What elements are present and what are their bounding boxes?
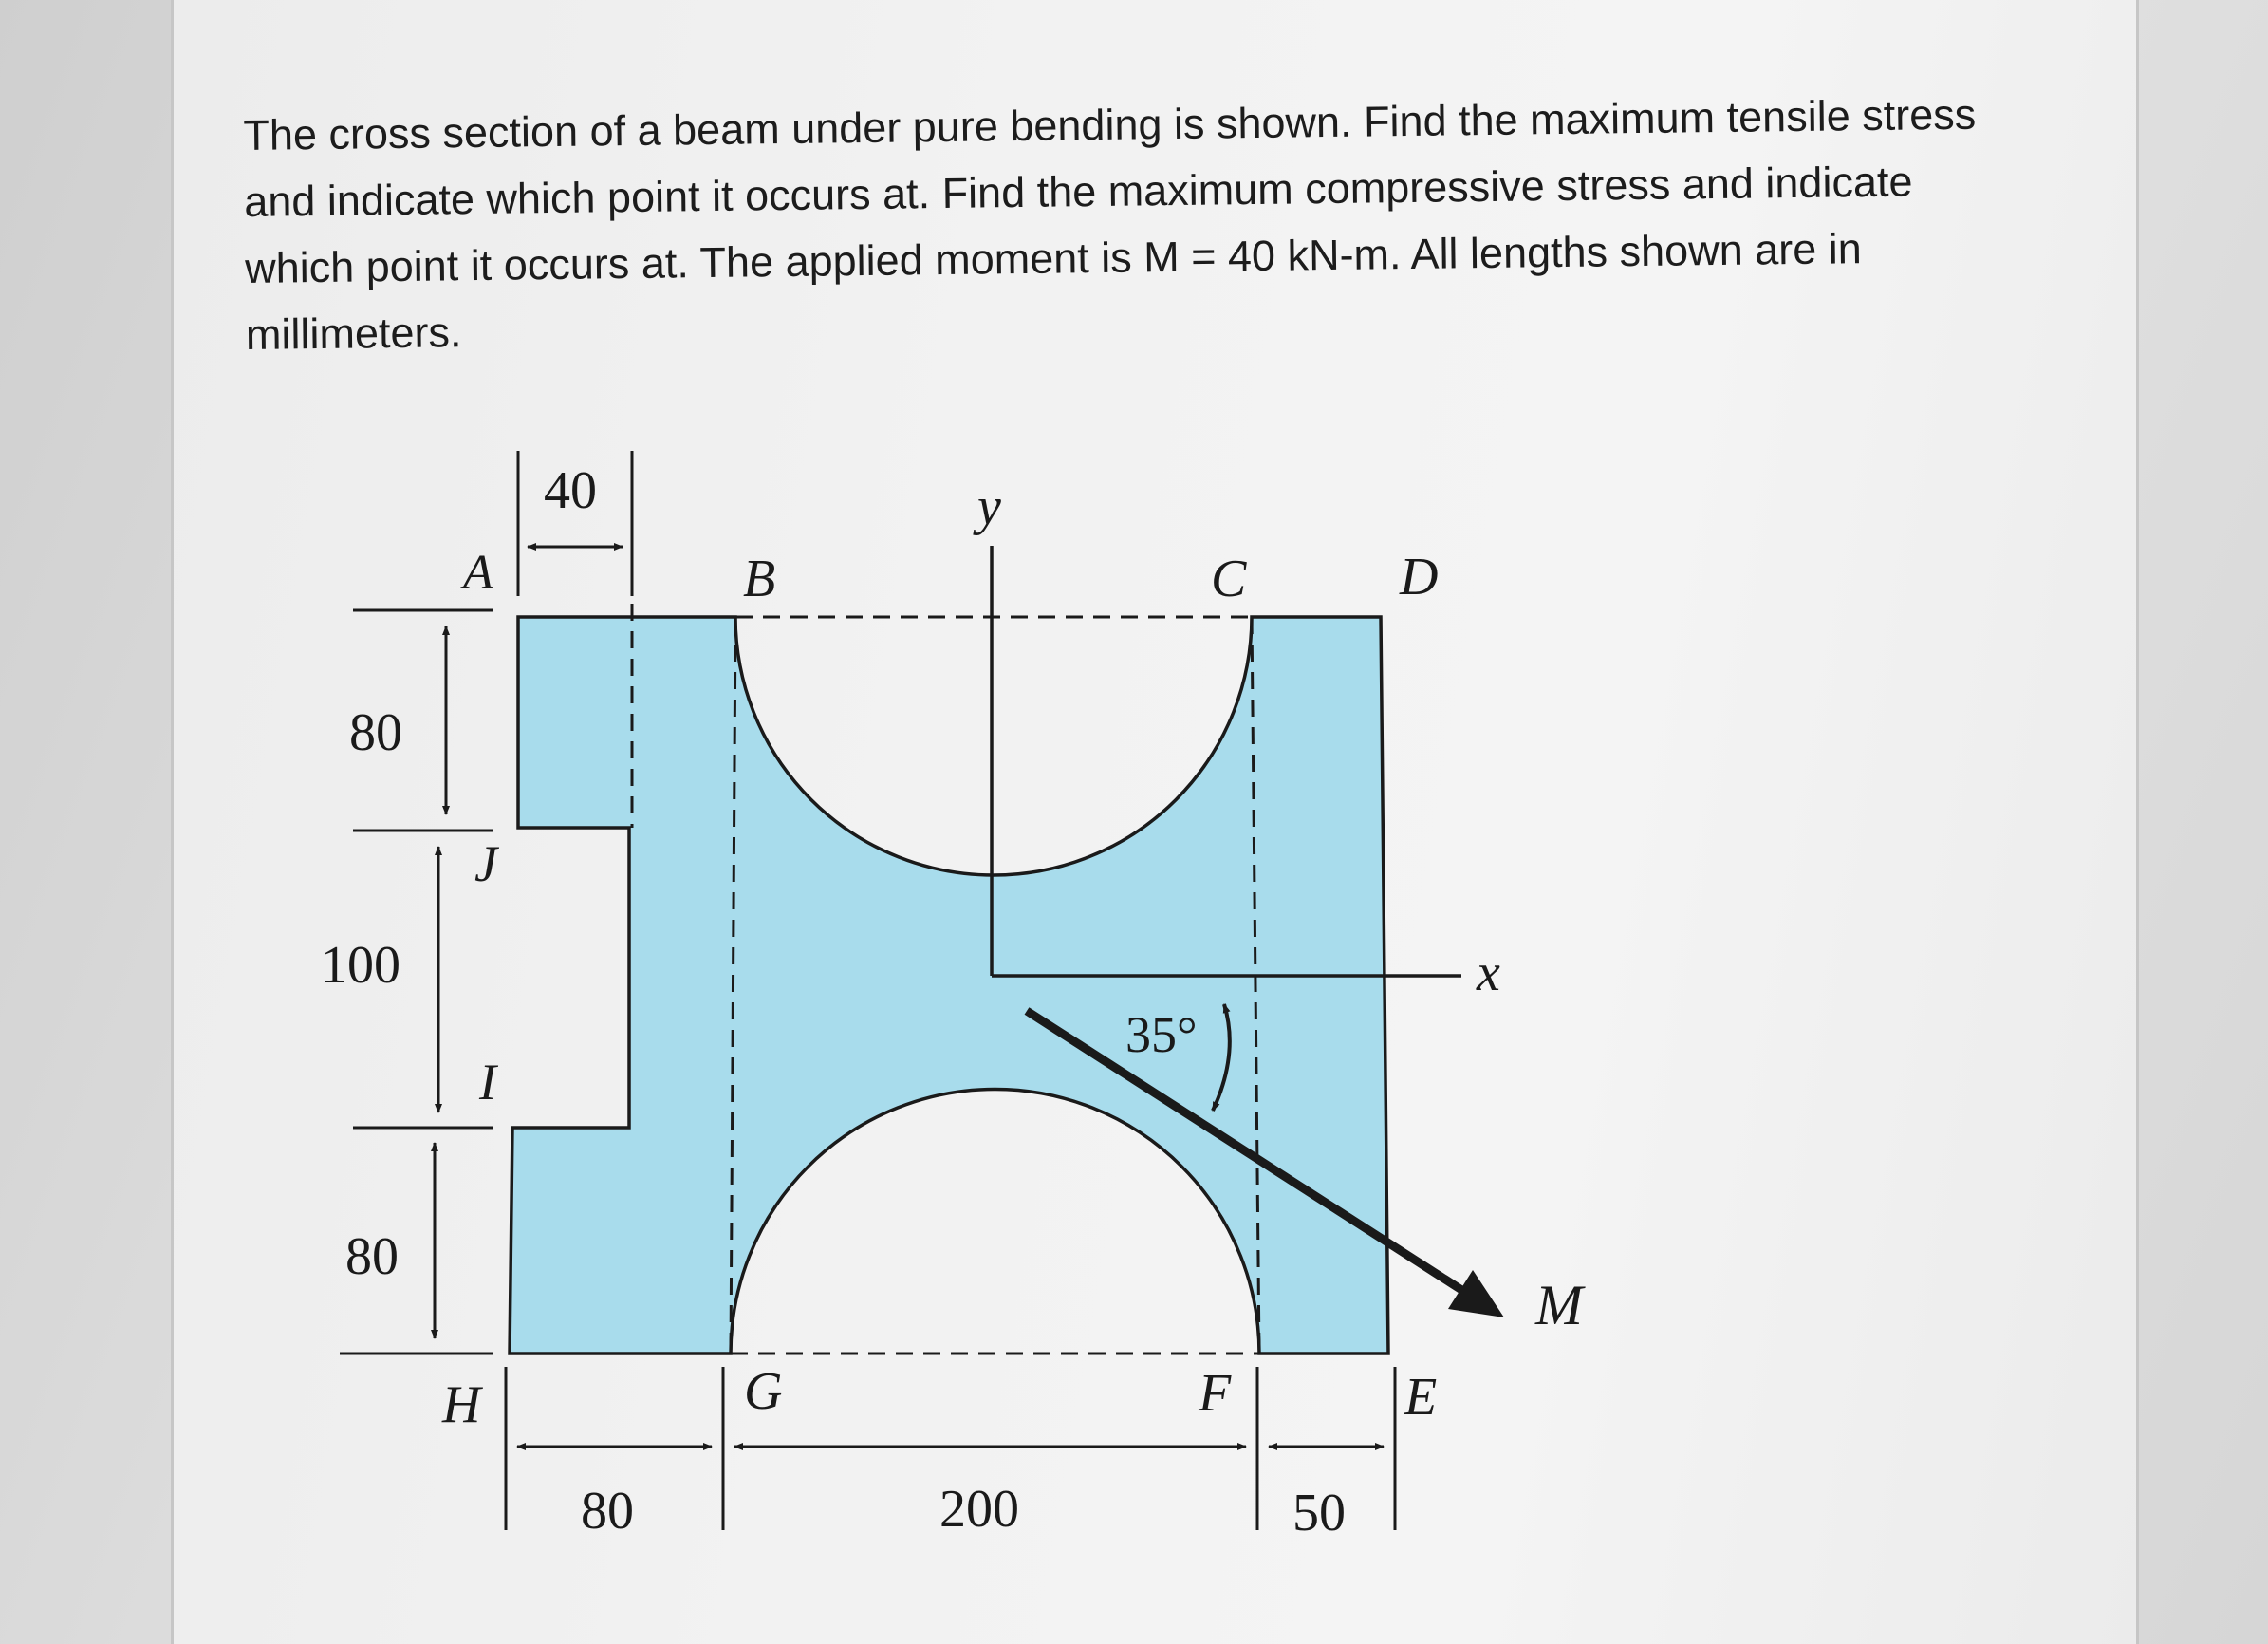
problem-line-3: which point it occurs at. The applied moment is M = 40 kN-m. All lengths shown are in — [244, 224, 1863, 292]
dim-value-80-bottom-width: 80 — [581, 1482, 634, 1541]
y-axis-label: y — [977, 477, 1001, 536]
moment-label: M — [1535, 1274, 1583, 1336]
dim-value-200: 200 — [939, 1480, 1019, 1539]
dim-value-80-bottom: 80 — [345, 1227, 399, 1286]
point-label-a: A — [463, 546, 493, 600]
problem-line-2: and indicate which point it occurs at. Find the maximum compressive stress and indicate — [243, 157, 1913, 226]
point-label-d: D — [1400, 548, 1439, 607]
point-label-g: G — [744, 1362, 783, 1421]
x-axis-label: x — [1477, 943, 1500, 1002]
point-label-h: H — [442, 1375, 481, 1434]
point-label-e: E — [1404, 1368, 1438, 1427]
dim-value-80-top: 80 — [349, 703, 402, 762]
moment-vector-arrowhead — [1448, 1270, 1504, 1317]
dim-value-40: 40 — [544, 461, 597, 520]
problem-line-4: millimeters. — [245, 308, 462, 359]
point-label-j: J — [474, 835, 497, 892]
dim-value-100: 100 — [321, 936, 400, 995]
point-label-f: F — [1199, 1364, 1232, 1423]
problem-line-1: The cross section of a beam under pure bending is shown. Find the maximum tensile stress — [243, 89, 1977, 159]
point-label-b: B — [743, 550, 776, 608]
point-label-c: C — [1211, 550, 1247, 608]
dim-value-50: 50 — [1292, 1484, 1346, 1542]
point-label-i: I — [479, 1054, 496, 1111]
angle-label: 35° — [1125, 1006, 1198, 1063]
